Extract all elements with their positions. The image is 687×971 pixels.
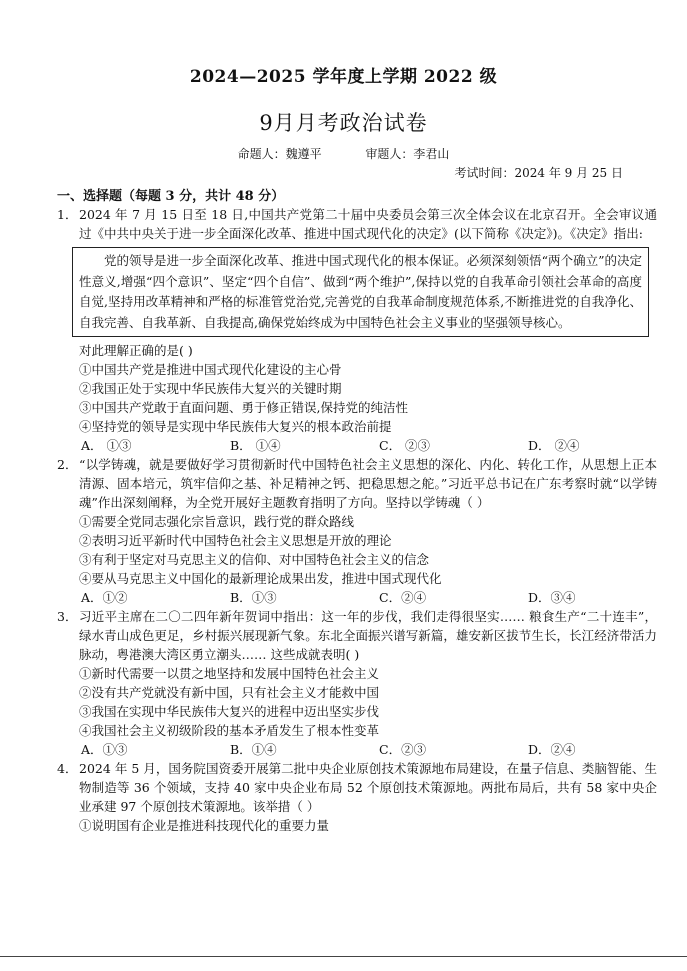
choice-d: D．③④ <box>528 590 576 605</box>
exam-title: 9月月考政治试卷 <box>259 111 428 135</box>
option-4: ④要从马克思主义中国化的最新理论成果出发，推进中国式现代化 <box>79 571 442 586</box>
answer-choices <box>57 588 657 607</box>
option-2: ②没有共产党就没有新中国，只有社会主义才能救中国 <box>79 685 380 700</box>
answer-choices <box>57 436 657 455</box>
question-text: 2024 年 7 月 15 日至 18 日,中国共产党第二十届中央委员会第三次全体会议在北京召开。全会审议通过《中共中央关于进一步全面深化改革、推进中国式现代化的决定》(以下简称《决定》)。《决定》指出: <box>79 207 657 241</box>
choice-c: C．②④ <box>379 590 427 605</box>
option-2: ②我国正处于实现中华民族伟大复兴的关键时期 <box>79 381 342 396</box>
option-1: ①中国共产党是推进中国式现代化建设的主心骨 <box>79 362 342 377</box>
question-number: 3． <box>57 609 78 624</box>
question-text: 2024 年 5 月，国务院国资委开展第二批中央企业原创技术策源地布局建设，在量子信息、类脑智能、生物制造等 36 个领域，支持 40 家中央企业布局 52 个原创技术策源地。两批布局后，共有 58 家中央企业承建 97 个原创技术策源地。该举措（ ） <box>79 761 657 814</box>
choice-d: D． ②④ <box>528 438 580 453</box>
exam-term-title: 2024—2025 学年度上学期 2022 级 <box>189 67 498 87</box>
choice-d: D．②④ <box>528 742 576 757</box>
page-bottom-divider <box>0 956 687 957</box>
questions <box>57 205 657 835</box>
choice-a: A．①② <box>81 590 128 605</box>
question-prompt: 对此理解正确的是( ) <box>79 343 193 358</box>
choice-b: B．①④ <box>230 742 277 757</box>
option-3: ③有利于坚定对马克思主义的信仰、对中国特色社会主义的信念 <box>79 552 430 567</box>
question-number: 2． <box>57 457 78 472</box>
question-stem <box>57 607 657 664</box>
choice-c: C．②③ <box>379 742 427 757</box>
setter: 命题人：魏遵平 <box>237 147 322 161</box>
option-3: ③我国在实现中华民族伟大复兴的进程中迈出坚实步伐 <box>79 704 380 719</box>
choice-b: B．①③ <box>230 590 277 605</box>
authors-line <box>0 145 687 162</box>
option-4: ④我国社会主义初级阶段的基本矛盾发生了根本性变革 <box>79 723 380 738</box>
question-2 <box>57 455 657 607</box>
choice-a: A． ①③ <box>81 438 132 453</box>
question-stem <box>57 759 657 816</box>
question-stem <box>57 205 657 243</box>
option-4: ④坚持党的领导是实现中华民族伟大复兴的根本政治前提 <box>79 419 392 434</box>
option-1: ①需要全党同志强化宗旨意识，践行党的群众路线 <box>79 514 355 529</box>
option-3: ③中国共产党敢于直面问题、勇于修正错误,保持党的纯洁性 <box>79 400 408 415</box>
choice-b: B． ①④ <box>230 438 281 453</box>
question-1 <box>57 205 657 455</box>
choice-c: C． ②③ <box>379 438 431 453</box>
option-1: ①说明国有企业是推进科技现代化的重要力量 <box>79 818 330 833</box>
section-title: 一、选择题（每题 3 分，共计 48 分） <box>57 189 285 204</box>
question-3 <box>57 607 657 759</box>
question-4 <box>57 759 657 835</box>
exam-time: 考试时间：2024 年 9 月 25 日 <box>454 166 623 180</box>
question-number: 4． <box>57 761 78 776</box>
option-2: ②表明习近平新时代中国特色社会主义思想是开放的理论 <box>79 533 392 548</box>
answer-choices <box>57 740 657 759</box>
question-text: “以学铸魂，就是要做好学习贯彻新时代中国特色社会主义思想的深化、内化、转化工作，从思想上正本清源、固本培元，筑牢信仰之基、补足精神之钙、把稳思想之舵。”习近平总书记在广东考察时就“以学铸魂”作出深刻阐释，为全党开展好主题教育指明了方向。坚持以学铸魂（ ） <box>79 457 657 510</box>
choice-a: A．①③ <box>81 742 128 757</box>
question-text: 习近平主席在二〇二四年新年贺词中指出：这一年的步伐，我们走得很坚实…… 粮食生产“二十连丰”，绿水青山成色更足，乡村振兴展现新气象。东北全面振兴谱写新篇，雄安新区拔节生长，长江经济带活力脉动，粤港澳大湾区勇立潮头…… 这些成就表明( ) <box>79 609 657 662</box>
question-stem <box>57 455 657 512</box>
reviewer: 审题人：李君山 <box>365 147 450 161</box>
quote-box: 党的领导是进一步全面深化改革、推进中国式现代化的根本保证。必须深刻领悟“两个确立”的决定性意义,增强“四个意识”、坚定“四个自信”、做到“两个维护”,保持以党的自我革命引领社会革命的高度自觉,坚持用改革精神和严格的标准管党治党,完善党的自我革命制度规范体系,不断推进党的自我净化、自我完善、自我革新、自我提高,确保党始终成为中国特色社会主义事业的坚强领导核心。 <box>72 247 649 337</box>
option-1: ①新时代需要一以贯之地坚持和发展中国特色社会主义 <box>79 666 380 681</box>
question-number: 1． <box>57 207 78 222</box>
